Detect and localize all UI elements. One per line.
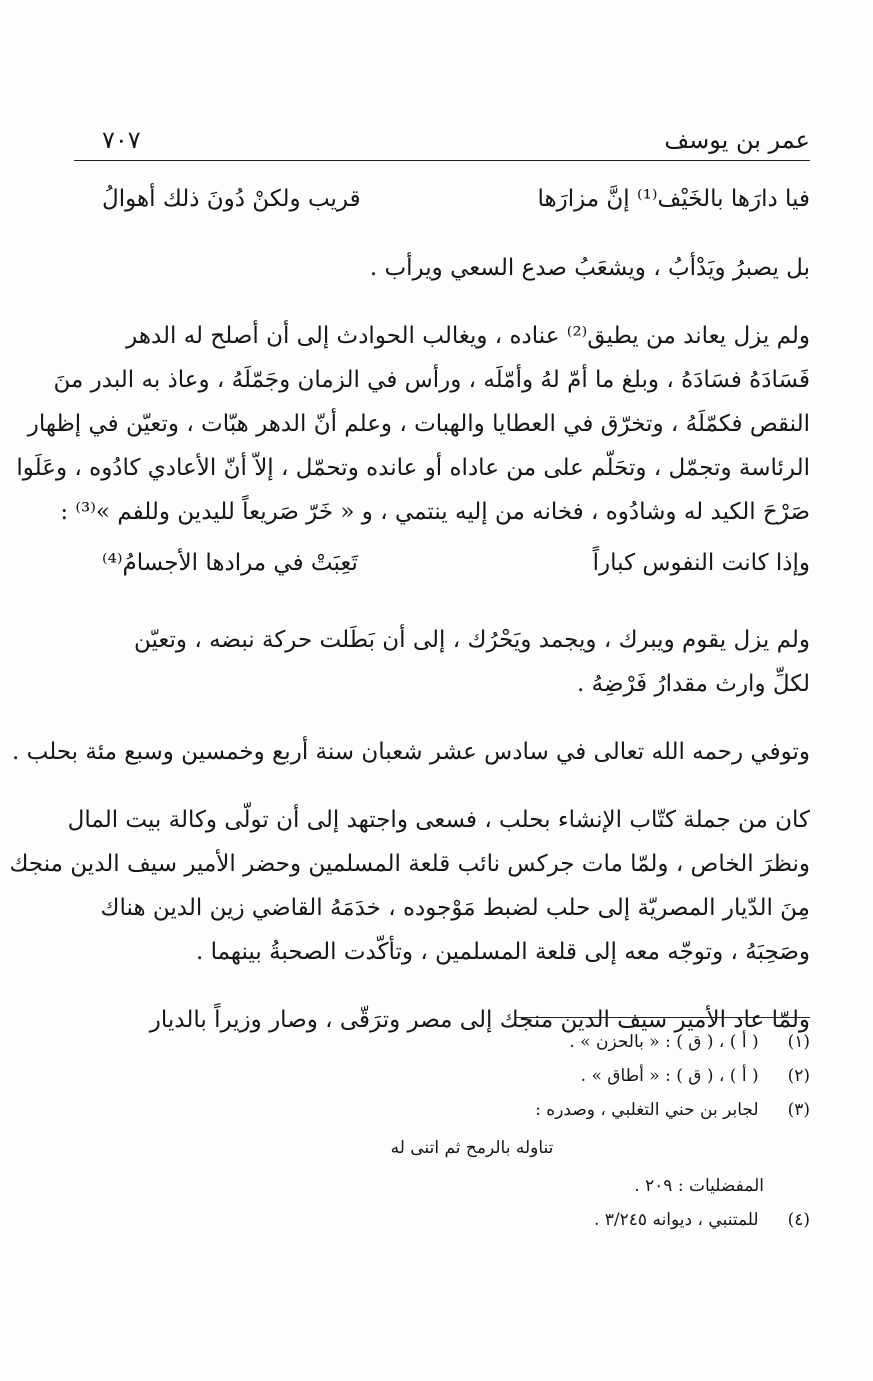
verse-1: [74, 186, 810, 230]
footnote-number: (١): [787, 1032, 810, 1052]
footnote-1: [74, 1025, 810, 1059]
text-line: وتوفي رحمه الله تعالى في سادس عشر شعبان سنة أربع وخمسين وسبع مئة بحلب .: [12, 739, 810, 765]
footnote-continuation: المفضليات : ٢٠٩ .: [634, 1176, 764, 1196]
footnote-rule: [515, 1017, 810, 1018]
text-line: ونظرَ الخاص ، ولمّا مات جركس نائب قلعة المسلمين وحضر الأمير سيف الدين منجك: [9, 851, 810, 877]
verse-1-second-hemistich: قريب ولكنْ دُونَ ذلك أهوالُ: [102, 186, 361, 212]
text-line: ولمّا عاد الأمير سيف الدين منجك إلى مصر وترَقّى ، وصار وزيراً بالديار: [149, 1007, 810, 1033]
verse-2-second-hemistich: تَعِبَتْ في مرادها الأجسامُ⁽⁴⁾: [102, 550, 358, 576]
text-line: صَرْحَ الكيد له وشادُوه ، فخانه من إليه ينتمي ، و « خَرّ صَريعاً لليدين وللفم »⁽³⁾ :: [60, 499, 810, 525]
header-rule: [74, 160, 810, 161]
verse-2: [74, 550, 810, 594]
running-header: [74, 126, 810, 162]
footnote-2: [74, 1059, 810, 1093]
footnote-text: لجابر بن حني التغلبي ، وصدره :: [535, 1100, 759, 1120]
text-line: فَسَادَهُ فسَادَهُ ، وبلغ ما أمّ لهُ وأمّلَه ، ورأس في الزمان وجَمّلَهُ ، وعاذ به البدر منَ: [53, 367, 810, 393]
footnote-4: [74, 1203, 810, 1237]
footnotes: [74, 1025, 810, 1237]
verse-1-first-hemistich: فيا دارَها بالخَيْف⁽¹⁾ إنَّ مزارَها: [537, 186, 810, 212]
footnote-number: (٢): [787, 1066, 810, 1086]
text-line: كان من جملة كتّاب الإنشاء بحلب ، فسعى واجتهد إلى أن تولّى وكالة بيت المال: [67, 807, 810, 833]
footnote-number: (٤): [787, 1210, 810, 1230]
footnote-3: [74, 1093, 810, 1127]
text-line: ولم يزل يعاند من يطيق⁽²⁾ عناده ، ويغالب الحوادث إلى أن أصلح له الدهر: [126, 323, 810, 349]
text-line: النقص فكمّلَهُ ، وتخرّق في العطايا والهبات ، وعلم أنّ الدهر هبّات ، وتعيّن في إظهار: [27, 411, 810, 437]
text-line: الرئاسة وتجمّل ، وتحَلّم على من عاداه أو عانده وتحمّل ، إلاّ أنّ الأعادي كادُوه ، وعَلَوا: [16, 455, 810, 481]
text-line: ولم يزل يقوم ويبرك ، ويجمد ويَحْرُك ، إلى أن بَطَلت حركة نبضه ، وتعيّن: [133, 627, 810, 653]
main-text: [9, 186, 810, 1042]
text-line: بل يصبرُ ويَدْأبُ ، ويشعَبُ صدع السعي ويرأب .: [369, 255, 810, 281]
footnote-text: ( أ ) ، ( ق ) : « بالحزن » .: [569, 1032, 759, 1052]
footnote-text: ( أ ) ، ( ق ) : « أطاق » .: [580, 1066, 759, 1086]
page-number: ٧٠٧: [102, 126, 141, 154]
text-line: وصَحِبَهُ ، وتوجّه معه إلى قلعة المسلمين ، وتأكّدت الصحبةُ بينهما .: [195, 939, 810, 965]
text-line: مِنَ الدّيار المصريّة إلى حلب لضبط مَوْجوده ، خدَمَهُ القاضي زين الدين هناك: [100, 895, 810, 921]
footnote-number: (٣): [787, 1100, 810, 1120]
verse-2-first-hemistich: وإذا كانت النفوس كباراً: [592, 550, 810, 576]
footnote-verse: تناوله بالرمح ثم اتنى له: [390, 1138, 554, 1158]
footnote-text: للمتنبي ، ديوانه ٣/٢٤٥ .: [593, 1210, 759, 1230]
text-line: لكلِّ وارث مقدارُ فَرْضِهُ .: [576, 671, 810, 697]
running-title: عمر بن يوسف: [664, 126, 810, 154]
